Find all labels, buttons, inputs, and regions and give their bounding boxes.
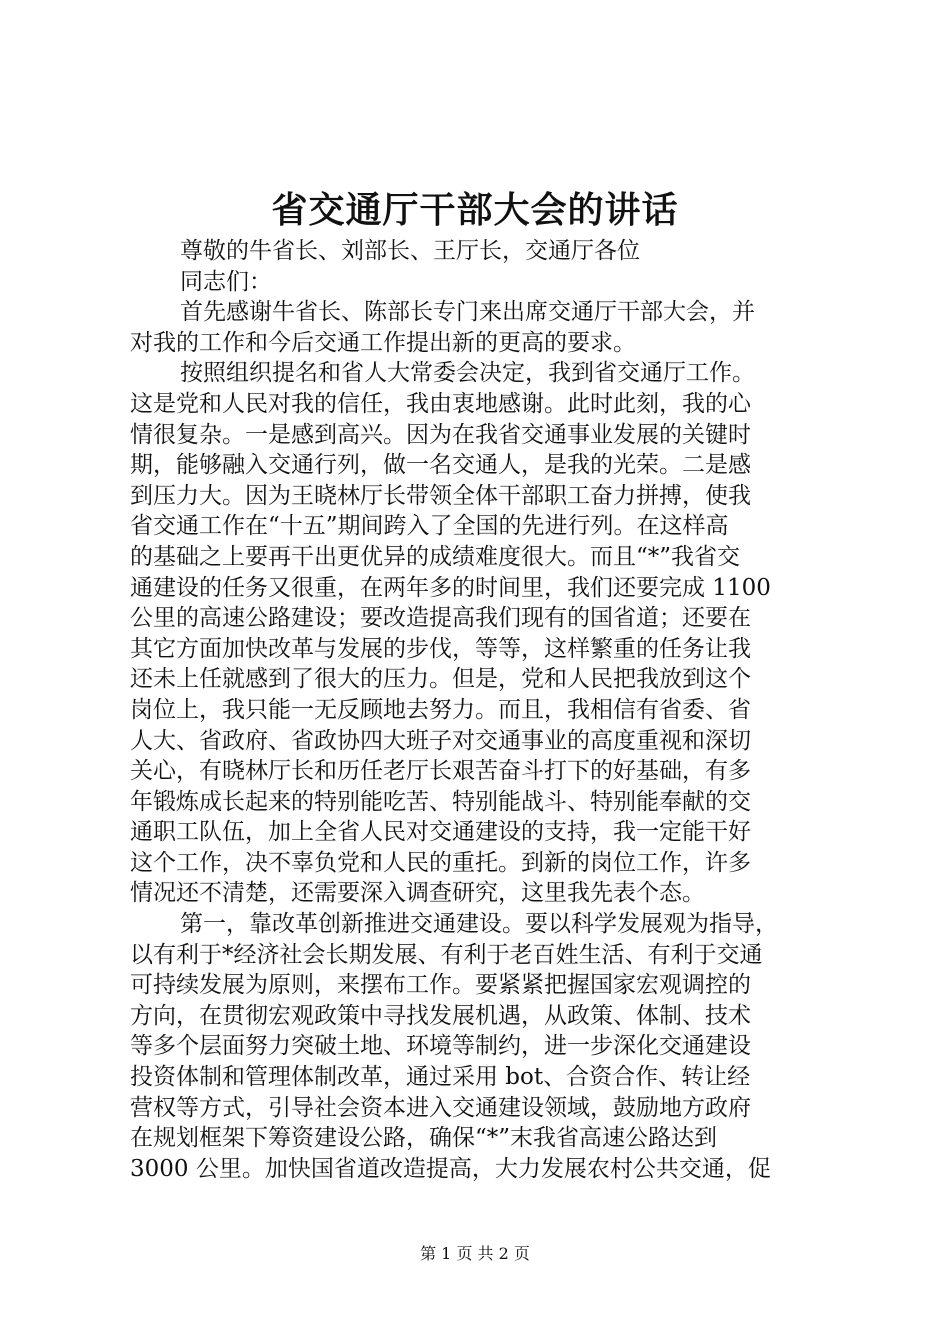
body-line: 情况还不清楚，还需要深入调查研究，这里我先表个态。 [130, 880, 705, 907]
body-line: 省交通工作在“十五”期间跨入了全国的先进行列。在这样高 [130, 513, 729, 540]
body-line: 期，能够融入交通行列，做一名交通人，是我的光荣。二是感 [130, 452, 751, 479]
body-line: 首先感谢牛省长、陈部长专门来出席交通厅干部大会，并 [180, 299, 755, 326]
body-line: 3000 公里。加快国省道改造提高，大力发展农村公共交通，促 [130, 1155, 771, 1182]
body-line: 营权等方式，引导社会资本进入交通建设领域，鼓励地方政府 [130, 1094, 751, 1121]
body-line: 情很复杂。一是感到高兴。因为在我省交通事业发展的关键时 [130, 421, 751, 448]
body-line: 同志们： [180, 268, 272, 295]
document-title: 省交通厅干部大会的讲话 [271, 189, 679, 231]
page-footer: 第 1 页 共 2 页 [420, 1244, 530, 1263]
body-line: 在规划框架下筹资建设公路，确保“*”末我省高速公路达到 [130, 1125, 718, 1152]
body-line: 方向，在贯彻宏观政策中寻找发展机遇，从政策、体制、技术 [130, 1002, 751, 1029]
body-line: 关心，有晓林厅长和历任老厅长艰苦奋斗打下的好基础，有多 [130, 758, 751, 785]
body-line: 这个工作，决不辜负党和人民的重托。到新的岗位工作，许多 [130, 849, 751, 876]
body-line: 尊敬的牛省长、刘部长、王厅长，交通厅各位 [180, 238, 640, 264]
body-line: 岗位上，我只能一无反顾地去努力。而且，我相信有省委、省 [130, 696, 751, 723]
body-line: 公里的高速公路建设；要改造提高我们现有的国省道；还要在 [130, 605, 751, 632]
body-line: 投资体制和管理体制改革，通过采用 bot、合资合作、转让经 [130, 1064, 751, 1091]
body-line: 第一，靠改革创新推进交通建设。要以科学发展观为指导， [180, 911, 778, 938]
body-line: 年锻炼成长起来的特别能吃苦、特别能战斗、特别能奉献的交 [130, 788, 751, 815]
body-line: 通建设的任务又很重，在两年多的时间里，我们还要完成 1100 [130, 574, 771, 601]
document-body [130, 236, 830, 1184]
body-line: 还未上任就感到了很大的压力。但是，党和人民把我放到这个 [130, 666, 751, 693]
body-line: 通职工队伍，加上全省人民对交通建设的支持，我一定能干好 [130, 819, 751, 846]
body-line: 其它方面加快改革与发展的步伐，等等，这样繁重的任务让我 [130, 635, 751, 662]
body-line: 人大、省政府、省政协四大班子对交通事业的高度重视和深切 [130, 727, 751, 754]
body-line: 按照组织提名和省人大常委会决定，我到省交通厅工作。 [180, 360, 755, 387]
body-line: 可持续发展为原则，来摆布工作。要紧紧把握国家宏观调控的 [130, 972, 751, 999]
body-line: 的基础之上要再干出更优异的成绩难度很大。而且“*”我省交 [130, 543, 741, 570]
body-line: 等多个层面努力突破土地、环境等制约，进一步深化交通建设 [130, 1033, 751, 1060]
body-line: 这是党和人民对我的信任，我由衷地感谢。此时此刻，我的心 [130, 390, 751, 417]
body-line: 以有利于*经济社会长期发展、有利于老百姓生活、有利于交通 [130, 941, 763, 968]
body-line: 对我的工作和今后交通工作提出新的更高的要求。 [130, 329, 636, 356]
body-line: 到压力大。因为王晓林厅长带领全体干部职工奋力拼搏，使我 [130, 482, 751, 509]
